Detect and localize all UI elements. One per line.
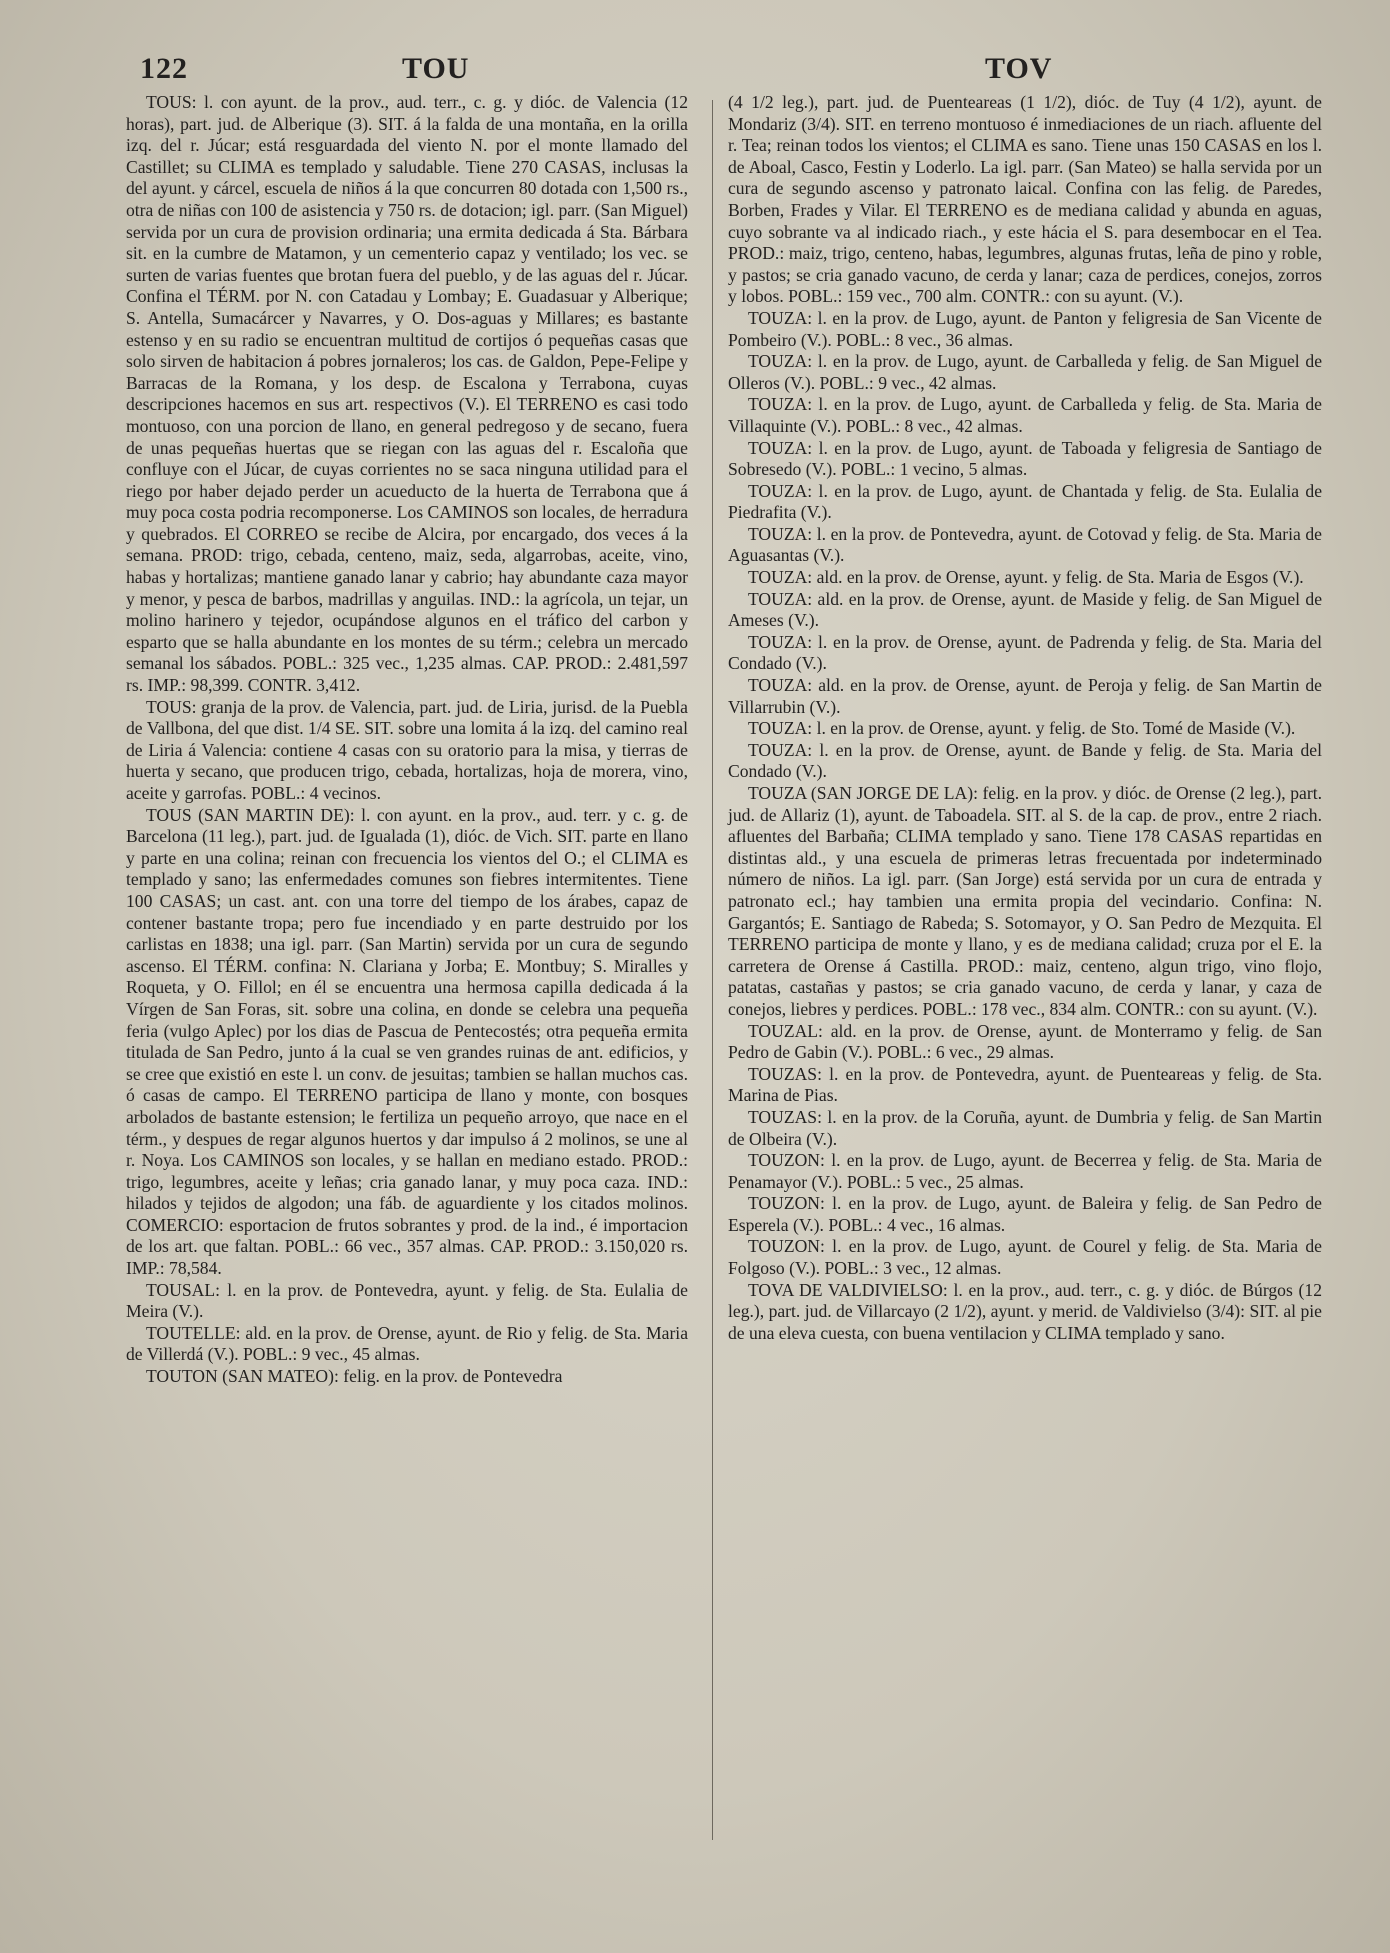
entry-touza-padrenda: TOUZA: l. en la prov. de Orense, ayunt. de Padrenda y felig. de Sta. Maria del Condado (V.). [728, 631, 1322, 674]
entry-touza-villarrubin: TOUZA: ald. en la prov. de Orense, ayunt. de Peroja y felig. de San Martin de Villarrubin (V.). [728, 675, 1322, 717]
entry-tousal: TOUSAL: l. en la prov. de Pontevedra, ayunt. y felig. de Sta. Eulalia de Meira (V.). [126, 1279, 688, 1322]
entry-touza-panton: TOUZA: l. en la prov. de Lugo, ayunt. de Panton y feligresia de San Vicente de Pombeiro (V.). POBL.: 8 vec., 36 almas. [728, 307, 1322, 350]
entry-tous-valencia: TOUS: l. con ayunt. de la prov., aud. terr., c. g. y dióc. de Valencia (12 horas), part. jud. de Alberique (3). SIT. á la falda de una montaña, en la orilla izq. del r. Júcar; está resguardada del viento N. por el monte llamado del Castillet; su CLIMA es templado y saludable. Tiene 270 CASAS, inclusas la del ayunt. y cárcel, escuela de niños á la que concurren 80 dotada con 1,500 rs., otra de niñas con 100 de asistencia y 750 rs. de dotacion; igl. parr. (San Miguel) servida por un cura de provision ordinaria; una ermita dedicada á Sta. Bárbara sit. en la cumbre de Matamon, y un cementerio capaz y ventilado; los vec. se surten de varias fuentes que brotan fuera del pueblo, y de las aguas del r. Júcar. Confina el TÉRM. por N. con Catadau y Lombay; E. Guadasuar y Alberique; S. Antella, Sumacárcer y Navarres, y O. Dos-aguas y Millares; es bastante estenso y en su radio se encuentran multitud de cortijos ó pequeñas casas que solo sirven de habitacion á pobres jornaleros; los cas. de Galdon, Pepe-Felipe y Barracas de la Romana, y los desp. de Escalona y Terrabona, cuyas descripciones hacemos en sus art. respectivos (V.). El TERRENO es casi todo montuoso, con una porcion de llano, en general pedregoso y de secano, fuera de unas pequeñas huertas que se riegan con las aguas del r. Escaloña que confluye con el Júcar, de cuyas corrientes no se saca ninguna utilidad para el riego por haber dejado perder un acueducto de la huerta de Terrabona que á muy poca costa podria recomponerse. Los CAMINOS son locales, de herradura y quebrados. El CORREO se recibe de Alcira, por encargado, dos veces á la semana. PROD: trigo, cebada, centeno, maiz, seda, algarrobas, aceite, vino, habas y hortalizas; mantiene ganado lanar y cabrio; hay abundante caza mayor y menor, y pesca de barbos, madrillas y anguilas. IND.: la agrícola, un tejar, un molino harinero y tejedor, ocupándose algunos en el tráfico del carbon y esparto que se halla abundante en los montes de su térm.; celebra un mercado semanal los sábados. POBL.: 325 vec., 1,235 almas. CAP. PROD.: 2.481,597 rs. IMP.: 98,399. CONTR. 3,412. [126, 92, 688, 696]
entry-tova-de-valdivielso: TOVA DE VALDIVIELSO: l. en la prov., aud. terr., c. g. y dióc. de Búrgos (12 leg.), part. jud. de Villarcayo (2 1/2), ayunt. y merid. de Valdivielso (3/4): SIT. al pie de una eleva cuesta, con buena ventilacion y CLIMA templado y sano. [728, 1279, 1322, 1343]
entry-touzas-pias: TOUZAS: l. en la prov. de Pontevedra, ayunt. de Puenteareas y felig. de Sta. Marina de Pias. [728, 1063, 1322, 1106]
entry-touzon-penamayor: TOUZON: l. en la prov. de Lugo, ayunt. de Becerrea y felig. de Sta. Maria de Penamayor (V.). POBL.: 5 vec., 25 almas. [728, 1150, 1322, 1192]
entry-touza-piedrafita: TOUZA: l. en la prov. de Lugo, ayunt. de Chantada y felig. de Sta. Eulalia de Piedrafita (V.). [728, 480, 1322, 523]
column-divider [712, 100, 713, 1840]
left-column [126, 92, 688, 1388]
entry-touza-aguasantas: TOUZA: l. en la prov. de Pontevedra, ayunt. de Cotovad y felig. de Sta. Maria de Aguasantas (V.). [728, 523, 1322, 566]
entry-touza-sobresedo: TOUZA: l. en la prov. de Lugo, ayunt. de Taboada y feligresia de Santiago de Sobresedo (V.). POBL.: 1 vecino, 5 almas. [728, 437, 1322, 480]
entry-touza-villaquinte: TOUZA: l. en la prov. de Lugo, ayunt. de Carballeda y felig. de Sta. Maria de Villaquinte (V.). POBL.: 8 vec., 42 almas. [728, 394, 1322, 436]
entry-touzon-folgoso: TOUZON: l. en la prov. de Lugo, ayunt. de Courel y felig. de Sta. Maria de Folgoso (V.). POBL.: 3 vec., 12 almas. [728, 1236, 1322, 1279]
page-header [130, 52, 1330, 94]
entry-touzal: TOUZAL: ald. en la prov. de Orense, ayunt. de Monterramo y felig. de San Pedro de Gabin (V.). POBL.: 6 vec., 29 almas. [728, 1020, 1322, 1063]
entry-touza-ameses: TOUZA: ald. en la prov. de Orense, ayunt. de Maside y felig. de San Miguel de Ameses (V.). [728, 588, 1322, 631]
page-number: 122 [140, 52, 188, 85]
right-column [728, 92, 1322, 1344]
entry-touton-continued: (4 1/2 leg.), part. jud. de Puenteareas (1 1/2), dióc. de Tuy (4 1/2), ayunt. de Mondariz (3/4). SIT. en terreno montuoso é inmediaciones de un riach. afluente del r. Tea; reinan todos los vientos; el CLIMA es sano. Tiene unas 150 CASAS en los l. de Aboal, Casco, Festin y Loderlo. La igl. parr. (San Mateo) se halla servida por un cura de segundo ascenso y patronato laical. Confina con las felig. de Paredes, Borben, Frades y Vilar. El TERRENO es de mediana calidad y abunda en aguas, cuyo sobrante va al indicado riach., y este hácia el S. para desembocar en el Tea. PROD.: maiz, trigo, centeno, habas, legumbres, algunas frutas, leña de pino y roble, y pastos; se cria ganado vacuno, de cerda y lanar; caza de perdices, conejos, zorros y lobos. POBL.: 159 vec., 700 alm. CONTR.: con su ayunt. (V.). [728, 92, 1322, 307]
entry-toutelle: TOUTELLE: ald. en la prov. de Orense, ayunt. de Rio y felig. de Sta. Maria de Villerdá (V.). POBL.: 9 vec., 45 almas. [126, 1322, 688, 1365]
entry-tous-san-martin: TOUS (SAN MARTIN DE): l. con ayunt. en la prov., aud. terr. y c. g. de Barcelona (11 leg.), part. jud. de Igualada (1), dióc. de Vich. SIT. parte en llano y parte en una colina; reinan con frecuencia los vientos del O.; el CLIMA es templado y sano; las enfermedades comunes son fiebres intermitentes. Tiene 100 CASAS; un cast. ant. con una torre del tiempo de los árabes, capaz de contener bastante tropa; pero fue incendiado y en parte destruido por los carlistas en 1838; una igl. parr. (San Martin) servida por un cura de segundo ascenso. El TÉRM. confina: N. Clariana y Jorba; E. Montbuy; S. Miralles y Roqueta, y O. Fillol; en él se encuentra una hermosa capilla dedicada á la Vírgen de San Foras, sit. sobre una colina, en donde se celebra una pequeña feria (vulgo Aplec) por los dias de Pascua de Pentecostés; otra pequeña ermita titulada de San Pedro, junto á la cual se ven grandes ruinas de ant. edificios, y se cree que existió en este l. un conv. de jesuitas; tambien se hallan muchos cas. ó casas de campo. El TERRENO participa de llano y monte, con bosques arbolados de bastante estension; le fertiliza un pequeño arroyo, que nace en el térm., y despues de regar algunos huertos y dar impulso á 2 molinos, se une al r. Noya. Los CAMINOS son locales, y se hallan en mediano estado. PROD.: trigo, legumbres, aceite y leñas; cria ganado lanar, y muy poca caza. IND.: hilados y tejidos de algodon; una fáb. de aguardiente y los citados molinos. COMERCIO: esportacion de frutos sobrantes y prod. de la ind., é importacion de los art. que faltan. POBL.: 66 vec., 357 almas. CAP. PROD.: 3.150,020 rs. IMP.: 78,584. [126, 804, 688, 1279]
entry-touza-san-jorge: TOUZA (SAN JORGE DE LA): felig. en la prov. y dióc. de Orense (2 leg.), part. jud. de Allariz (1), ayunt. de Taboadela. SIT. al S. de la cap. de prov., entre 2 riach. afluentes del Barbaña; CLIMA templado y sano. Tiene 178 CASAS repartidas en distintas ald., y una escuela de primeras letras frecuentada por indeterminado número de niños. La igl. parr. (San Jorge) está servida por un cura de entrada y patronato ecl.; hay tambien una ermita propia del vecindario. Confina: N. Gargantós; E. Santiago de Rabeda; S. Sotomayor, y O. San Pedro de Mezquita. El TERRENO participa de monte y llano, y es de mediana calidad; cruza por el E. la carretera de Orense á Castilla. PROD.: maiz, centeno, algun trigo, vino flojo, patatas, castañas y pastos; se cria ganado vacuno, de cerda y lanar, y caza de conejos, liebres y perdices. POBL.: 178 vec., 834 alm. CONTR.: con su ayunt. (V.). [728, 783, 1322, 1019]
entry-touza-maside: TOUZA: l. en la prov. de Orense, ayunt. y felig. de Sto. Tomé de Maside (V.). [748, 718, 1296, 739]
entry-touton: TOUTON (SAN MATEO): felig. en la prov. de Pontevedra [146, 1366, 563, 1387]
entry-touzas-olbeira: TOUZAS: l. en la prov. de la Coruña, ayunt. de Dumbria y felig. de San Martin de Olbeira (V.). [728, 1106, 1322, 1149]
entry-tous-granja: TOUS: granja de la prov. de Valencia, part. jud. de Liria, jurisd. de la Puebla de Vallbona, del que dist. 1/4 SE. SIT. sobre una lomita á la izq. del camino real de Liria á Valencia: contiene 4 casas con su oratorio para la misa, y tierras de huerta y secano, que producen trigo, cebada, hortalizas, hoja de morera, vino, aceite y garrofas. POBL.: 4 vecinos. [126, 696, 688, 803]
entry-touza-bande: TOUZA: l. en la prov. de Orense, ayunt. de Bande y felig. de Sta. Maria del Condado (V.). [728, 739, 1322, 782]
entry-touzon-esperela: TOUZON: l. en la prov. de Lugo, ayunt. de Baleira y felig. de San Pedro de Esperela (V.). POBL.: 4 vec., 16 almas. [728, 1193, 1322, 1235]
entry-touza-esgos: TOUZA: ald. en la prov. de Orense, ayunt. y felig. de Sta. Maria de Esgos (V.). [748, 567, 1304, 588]
entry-touza-olleros: TOUZA: l. en la prov. de Lugo, ayunt. de Carballeda y felig. de San Miguel de Olleros (V.). POBL.: 9 vec., 42 almas. [728, 351, 1322, 393]
right-running-head: TOV [985, 52, 1053, 85]
left-running-head: TOU [402, 52, 470, 85]
